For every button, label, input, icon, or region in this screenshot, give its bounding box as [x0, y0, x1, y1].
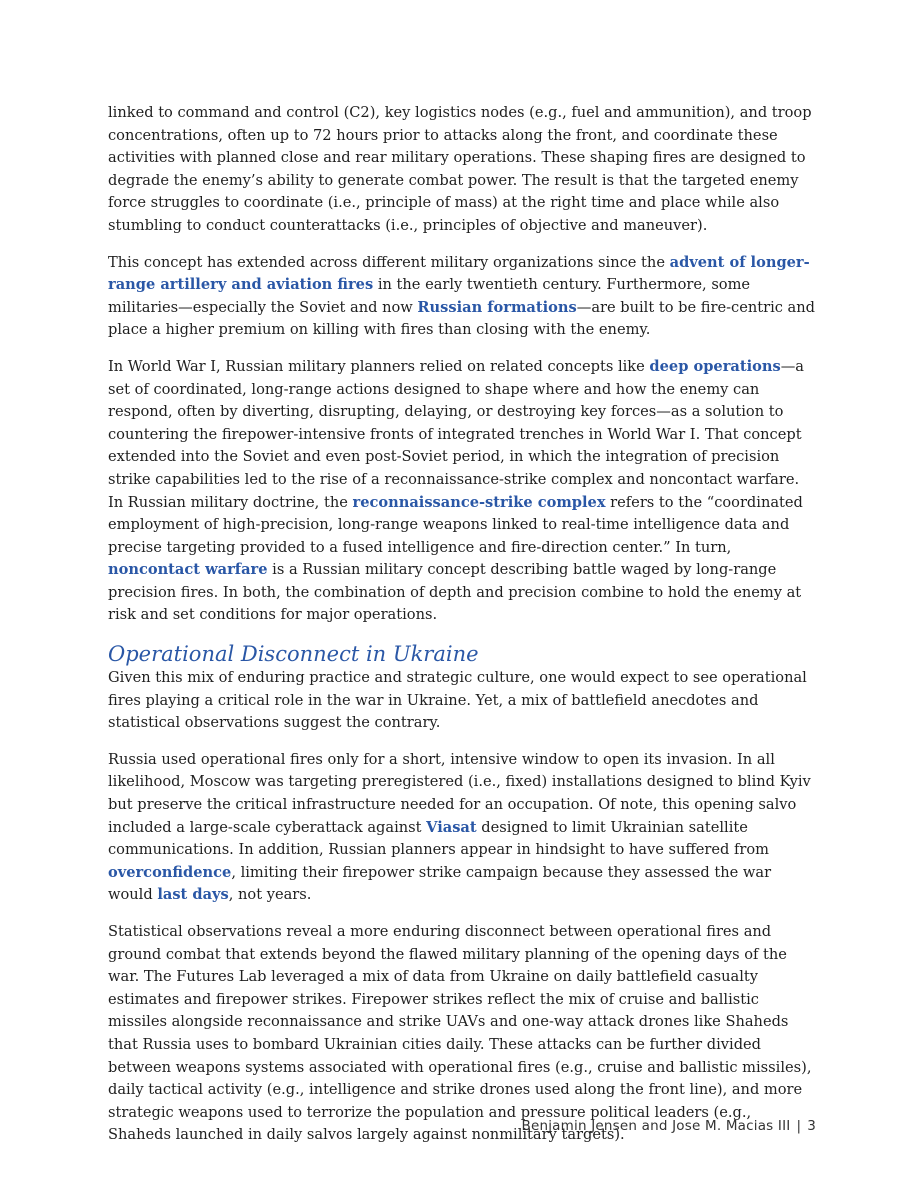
text: —a set of coordinated, long-range actions designed to shape where and how the enemy can respond, often by diverting, disrupting, delaying, or destroying key forces—as a solution to countering the firepower-intensive fronts of integrated trenches in World War I. That concept extended into the Soviet and even post-Soviet period, in which the integration of precision strike capabilities led to the rise of a reconnaissance-strike complex and noncontact warfare. In Russian military doctrine, the	[108, 357, 804, 511]
text: refers to the “coordinated employment of high-precision, long-range weapons linked to real-time intelligence data and precise targeting provided to a fused intelligence and fire-direction center.” In turn,	[108, 493, 803, 556]
paragraph-deep-operations	[108, 356, 818, 627]
link-noncontact-warfare[interactable]: noncontact warfare	[108, 561, 268, 579]
paragraph-statistical-observations: Statistical observations reveal a more enduring disconnect between operational fires and ground combat that extends beyond the flawed military planning of the opening days of the war. The Futures Lab leveraged a mix of data from Ukraine on daily battlefield casualty estimates and firepower strikes. Firepower strikes reflect the mix of cruise and ballistic missiles alongside reconnaissance and strike UAVs and one-way attack drones like Shaheds that Russia uses to bombard Ukrainian cities daily. These attacks can be further divided between weapons systems associated with operational fires (e.g., cruise and ballistic missiles), daily tactical activity (e.g., intelligence and strike drones used along the front line), and more strategic weapons used to terrorize the population and pressure political leaders (e.g., Shaheds launched in daily salvos largely against nonmilitary targets).	[108, 923, 812, 1144]
link-viasat[interactable]: Viasat	[426, 818, 477, 836]
paragraph-expectation: Given this mix of enduring practice and strategic culture, one would expect to see operational fires playing a critical role in the war in Ukraine. Yet, a mix of battlefield anecdotes and statistical observations suggest the contrary.	[108, 669, 807, 732]
link-russian-formations[interactable]: Russian formations	[417, 298, 577, 316]
link-overconfidence[interactable]: overconfidence	[108, 863, 232, 881]
page-number: 3	[807, 1118, 816, 1134]
section-heading: Operational Disconnect in Ukraine	[108, 642, 479, 667]
text: , limiting their firepower strike campaign because they assessed the war would	[108, 863, 772, 904]
paragraph-opening-salvo	[108, 749, 818, 907]
text: in the early twentieth century. Furthermore, some militaries—especially the Soviet and now	[108, 276, 751, 316]
text: —are built to be fire-centric and place a higher premium on killing with fires than closing with the enemy.	[108, 298, 816, 339]
link-deep-operations[interactable]: deep operations	[649, 357, 781, 375]
link-last-days[interactable]: last days	[157, 886, 229, 904]
text: is a Russian military concept describing battle waged by long-range precision fires. In both, the combination of depth and precision combine to hold the enemy at risk and set conditions for major operations.	[108, 561, 802, 624]
footer-authors: Benjamin Jensen and Jose M. Macias III	[521, 1118, 791, 1134]
link-longer-range-artillery[interactable]: advent of longer-range artillery and aviation fires	[108, 253, 810, 294]
text: designed to limit Ukrainian satellite communications. In addition, Russian planners appear in hindsight to have suffered from	[108, 818, 769, 859]
paragraph-fire-centric	[108, 252, 818, 342]
text: In World War I, Russian military planners relied on related concepts like	[108, 357, 650, 375]
paragraph-c2-shaping-fires: linked to command and control (C2), key logistics nodes (e.g., fuel and ammunition), and troop concentrations, often up to 72 hours prior to attacks along the front, and coordinate these activities with planned close and rear military operations. These shaping fires are designed to degrade the enemy’s ability to generate combat power. The result is that the targeted enemy force struggles to coordinate (i.e., principle of mass) at the right time and place while also stumbling to conduct counterattacks (i.e., principles of objective and maneuver).	[108, 104, 812, 234]
footer-separator: |	[796, 1118, 802, 1134]
text: This concept has extended across different military organizations since the	[108, 253, 670, 271]
document-body	[108, 102, 818, 1161]
link-reconnaissance-strike-complex[interactable]: reconnaissance-strike complex	[352, 493, 606, 511]
page-footer	[522, 1118, 817, 1134]
text: , not years.	[228, 886, 312, 904]
text: Russia used operational fires only for a short, intensive window to open its invasion. In all likelihood, Moscow was targeting preregistered (i.e., fixed) installations designed to blind Kyiv but preserve the critical infrastructure needed for an occupation. Of note, this opening salvo included a large-scale cyberattack against	[108, 750, 811, 836]
